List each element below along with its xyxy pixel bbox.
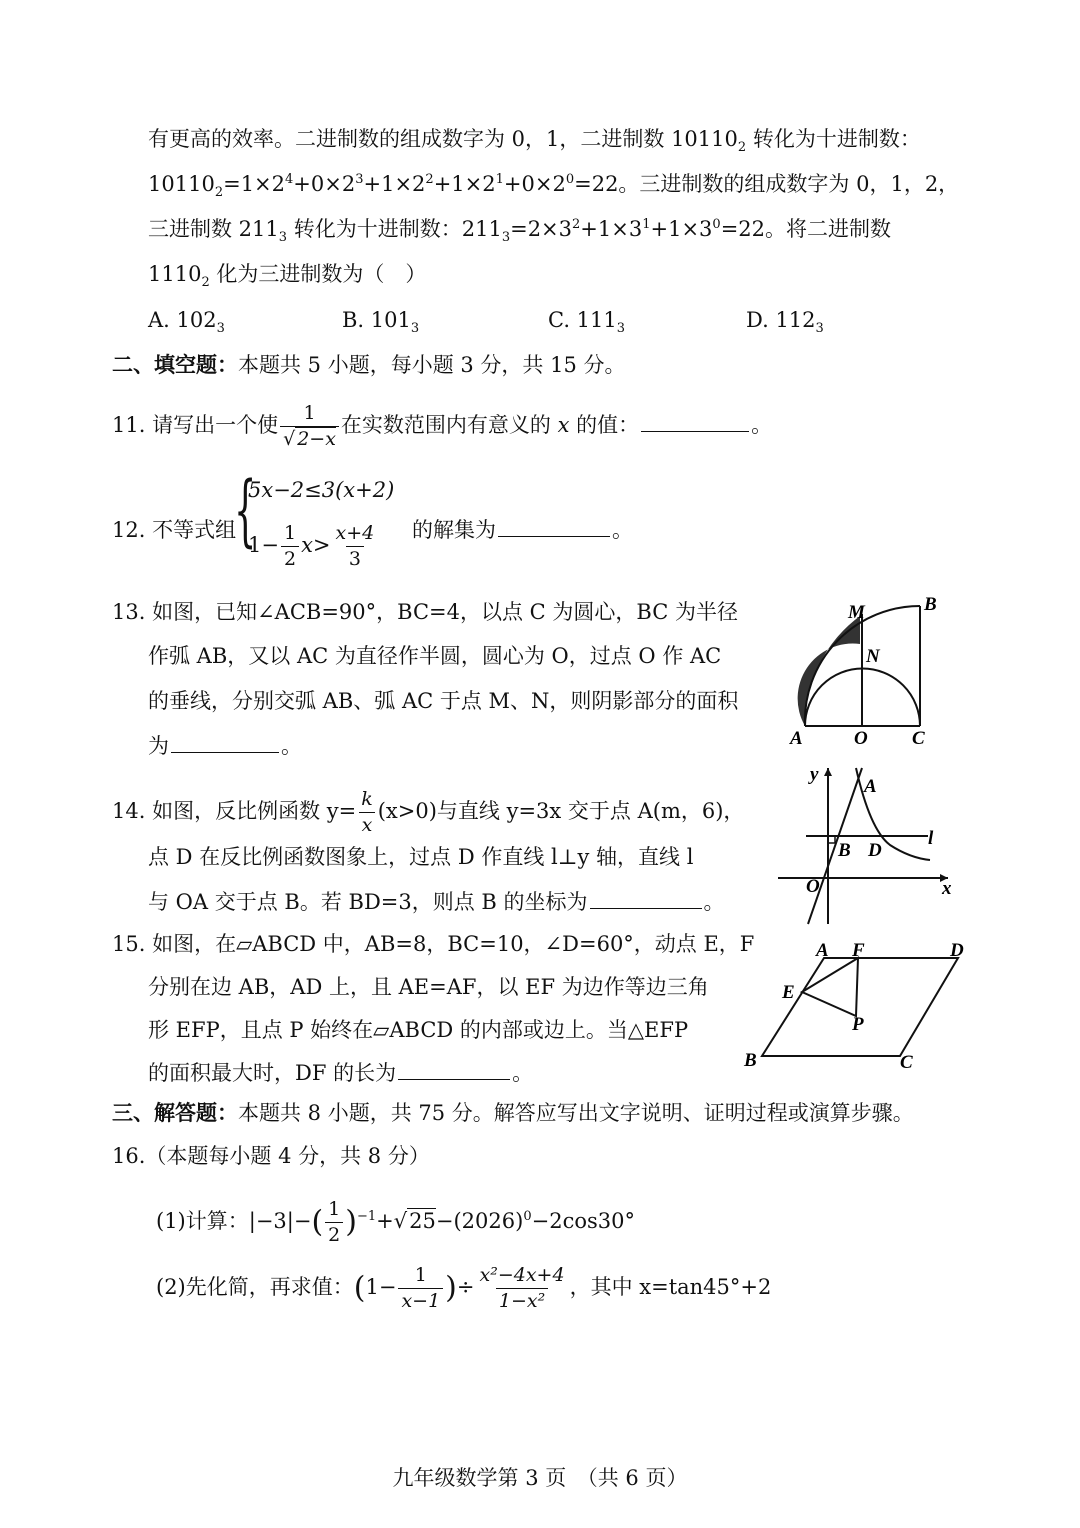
q14-label-o: O — [806, 876, 820, 897]
q16-part-2: (2)先化简，再求值：(1− $\frac{1}{x-1}$ )÷ $\frac{\text{x²−4x+4}}{\text{1−x²}}$ ，其中 x=tan45°+2 — [156, 1264, 772, 1312]
q12-brace: { — [234, 466, 257, 556]
q15-line-3: 形 EFP，且点 P 始终在▱ABCD 的内部或边上。当△EFP — [148, 1018, 689, 1042]
section3-heading: 三、解答题：本题共 8 小题，共 75 分。解答应写出文字说明、证明过程或演算步骤。 — [112, 1100, 914, 1125]
q13-line-1: 13. 如图，已知∠ACB=90°，BC=4，以点 C 为圆心，BC 为半径 — [112, 600, 738, 624]
q14-figure — [770, 760, 970, 930]
q14-line-oa — [808, 768, 862, 924]
q11-fraction: $\frac{1}{√ 2-x}$ — [280, 402, 339, 451]
q11: 11. 请写出一个使 $\frac{1}{√ 2-x}$ 在实数范围内有意义的 x 的值： 。 — [112, 402, 773, 450]
q14-label-y: y — [810, 764, 819, 785]
q12-suffix: 的解集为 。 — [412, 518, 633, 542]
q15-parallelogram — [762, 958, 958, 1056]
q14-label-l: l — [928, 828, 934, 849]
q13-line-2: 作弧 AB，又以 AC 为直径作半圆，圆心为 O，过点 O 作 AC — [148, 644, 722, 668]
q14-answer-blank[interactable] — [590, 908, 702, 909]
q10-line-1: 有更高的效率。二进制数的组成数字为 0，1，二进制数 $10110_2$ 转化为十进制数： — [148, 127, 921, 156]
q13-line-3: 的垂线，分别交弧 AB、弧 AC 于点 M、N，则阴影部分的面积 — [148, 689, 739, 713]
q15-label-a: A — [816, 940, 829, 961]
q10-option-d: D. $112_3$ — [746, 308, 824, 337]
q15-line-2: 分别在边 AB，AD 上，且 AE=AF，以 EF 为边作等边三角 — [148, 975, 709, 999]
q15-line-1: 15. 如图，在▱ABCD 中，AB=8，BC=10，∠D=60°，动点 E，F — [112, 932, 755, 956]
q12-answer-blank[interactable] — [498, 536, 610, 537]
q15-label-c: C — [900, 1052, 913, 1073]
q14-label-d: D — [868, 840, 882, 861]
q14-line-3: 与 OA 交于点 B。若 BD=3，则点 B 的坐标为 。 — [148, 890, 725, 914]
q14-label-x: x — [942, 878, 952, 899]
q15-label-d: D — [950, 940, 964, 961]
q13-label-a: A — [790, 728, 803, 749]
q13-line-4: 为 。 — [148, 734, 302, 758]
q13-label-o: O — [854, 728, 868, 749]
q14-line-1: 14. 如图，反比例函数 y= $\frac{k}{x}$ (x>0)与直线 y=3x 交于点 A(m，6)， — [112, 788, 745, 836]
q14-right-angle — [828, 836, 835, 843]
q13-label-b: B — [924, 594, 937, 615]
q13-label-n: N — [866, 646, 880, 667]
q16-part-1: (1)计算：|−3|−( $\frac{1}{2}$ )$^{-1}+√25-(2026)^0-2\cos 30^\circ$ — [156, 1198, 635, 1246]
page-footer: 九年级数学第 3 页 （共 6 页） — [392, 1466, 688, 1490]
q11-answer-blank[interactable] — [641, 431, 749, 432]
q15-answer-blank[interactable] — [398, 1079, 510, 1080]
q13-figure — [780, 592, 950, 752]
q16-header: 16.（本题每小题 4 分，共 8 分） — [112, 1144, 430, 1168]
q13-label-c: C — [912, 728, 925, 749]
q14-label-a: A — [864, 776, 877, 797]
q10-line-3: 三进制数 $211_3$ 转化为十进制数：$211_3=2\times 3^2+1\times 3^1+1\times 3^0=22$。将二进制数 — [148, 217, 892, 246]
q12-prefix: 12. 不等式组 — [112, 518, 237, 542]
q15-label-e: E — [782, 982, 795, 1003]
section2-heading: 二、填空题：本题共 5 小题，每小题 3 分，共 15 分。 — [112, 352, 626, 377]
q10-option-c: C. $111_3$ — [548, 308, 626, 337]
q14-line-2: 点 D 在反比例函数图象上，过点 D 作直线 l⊥y 轴，直线 l — [148, 845, 694, 869]
q14-y-arrow — [824, 768, 832, 776]
q14-label-b: B — [838, 840, 851, 861]
q15-figure — [736, 938, 976, 1078]
q10-option-a: A. $102_3$ — [148, 308, 225, 337]
q15-label-b: B — [744, 1050, 757, 1071]
q10-line-4: $1110_2$ 化为三进制数为（ ） — [148, 262, 427, 291]
q10-option-b: B. $101_3$ — [342, 308, 420, 337]
q12-inequality-2: 1− $\frac{1}{2}$ x> $\frac{x+4}{3}$ — [248, 522, 375, 570]
q12-inequality-1: 5x−2≤3(x+2) — [248, 478, 395, 502]
q13-answer-blank[interactable] — [171, 752, 279, 753]
q15-label-p: P — [852, 1014, 864, 1035]
q13-label-m: M — [848, 602, 865, 623]
q15-line-4: 的面积最大时，DF 的长为 。 — [148, 1061, 534, 1085]
q10-line-2: $10110_2=1\times 2^4+0\times 2^3+1\times 2^2+1\times 2^1+0\times 2^0=22$。三进制数的组成数字为 0，1，2， — [148, 172, 960, 201]
q15-label-f: F — [852, 940, 865, 961]
q15-triangle-efp — [802, 958, 858, 1016]
